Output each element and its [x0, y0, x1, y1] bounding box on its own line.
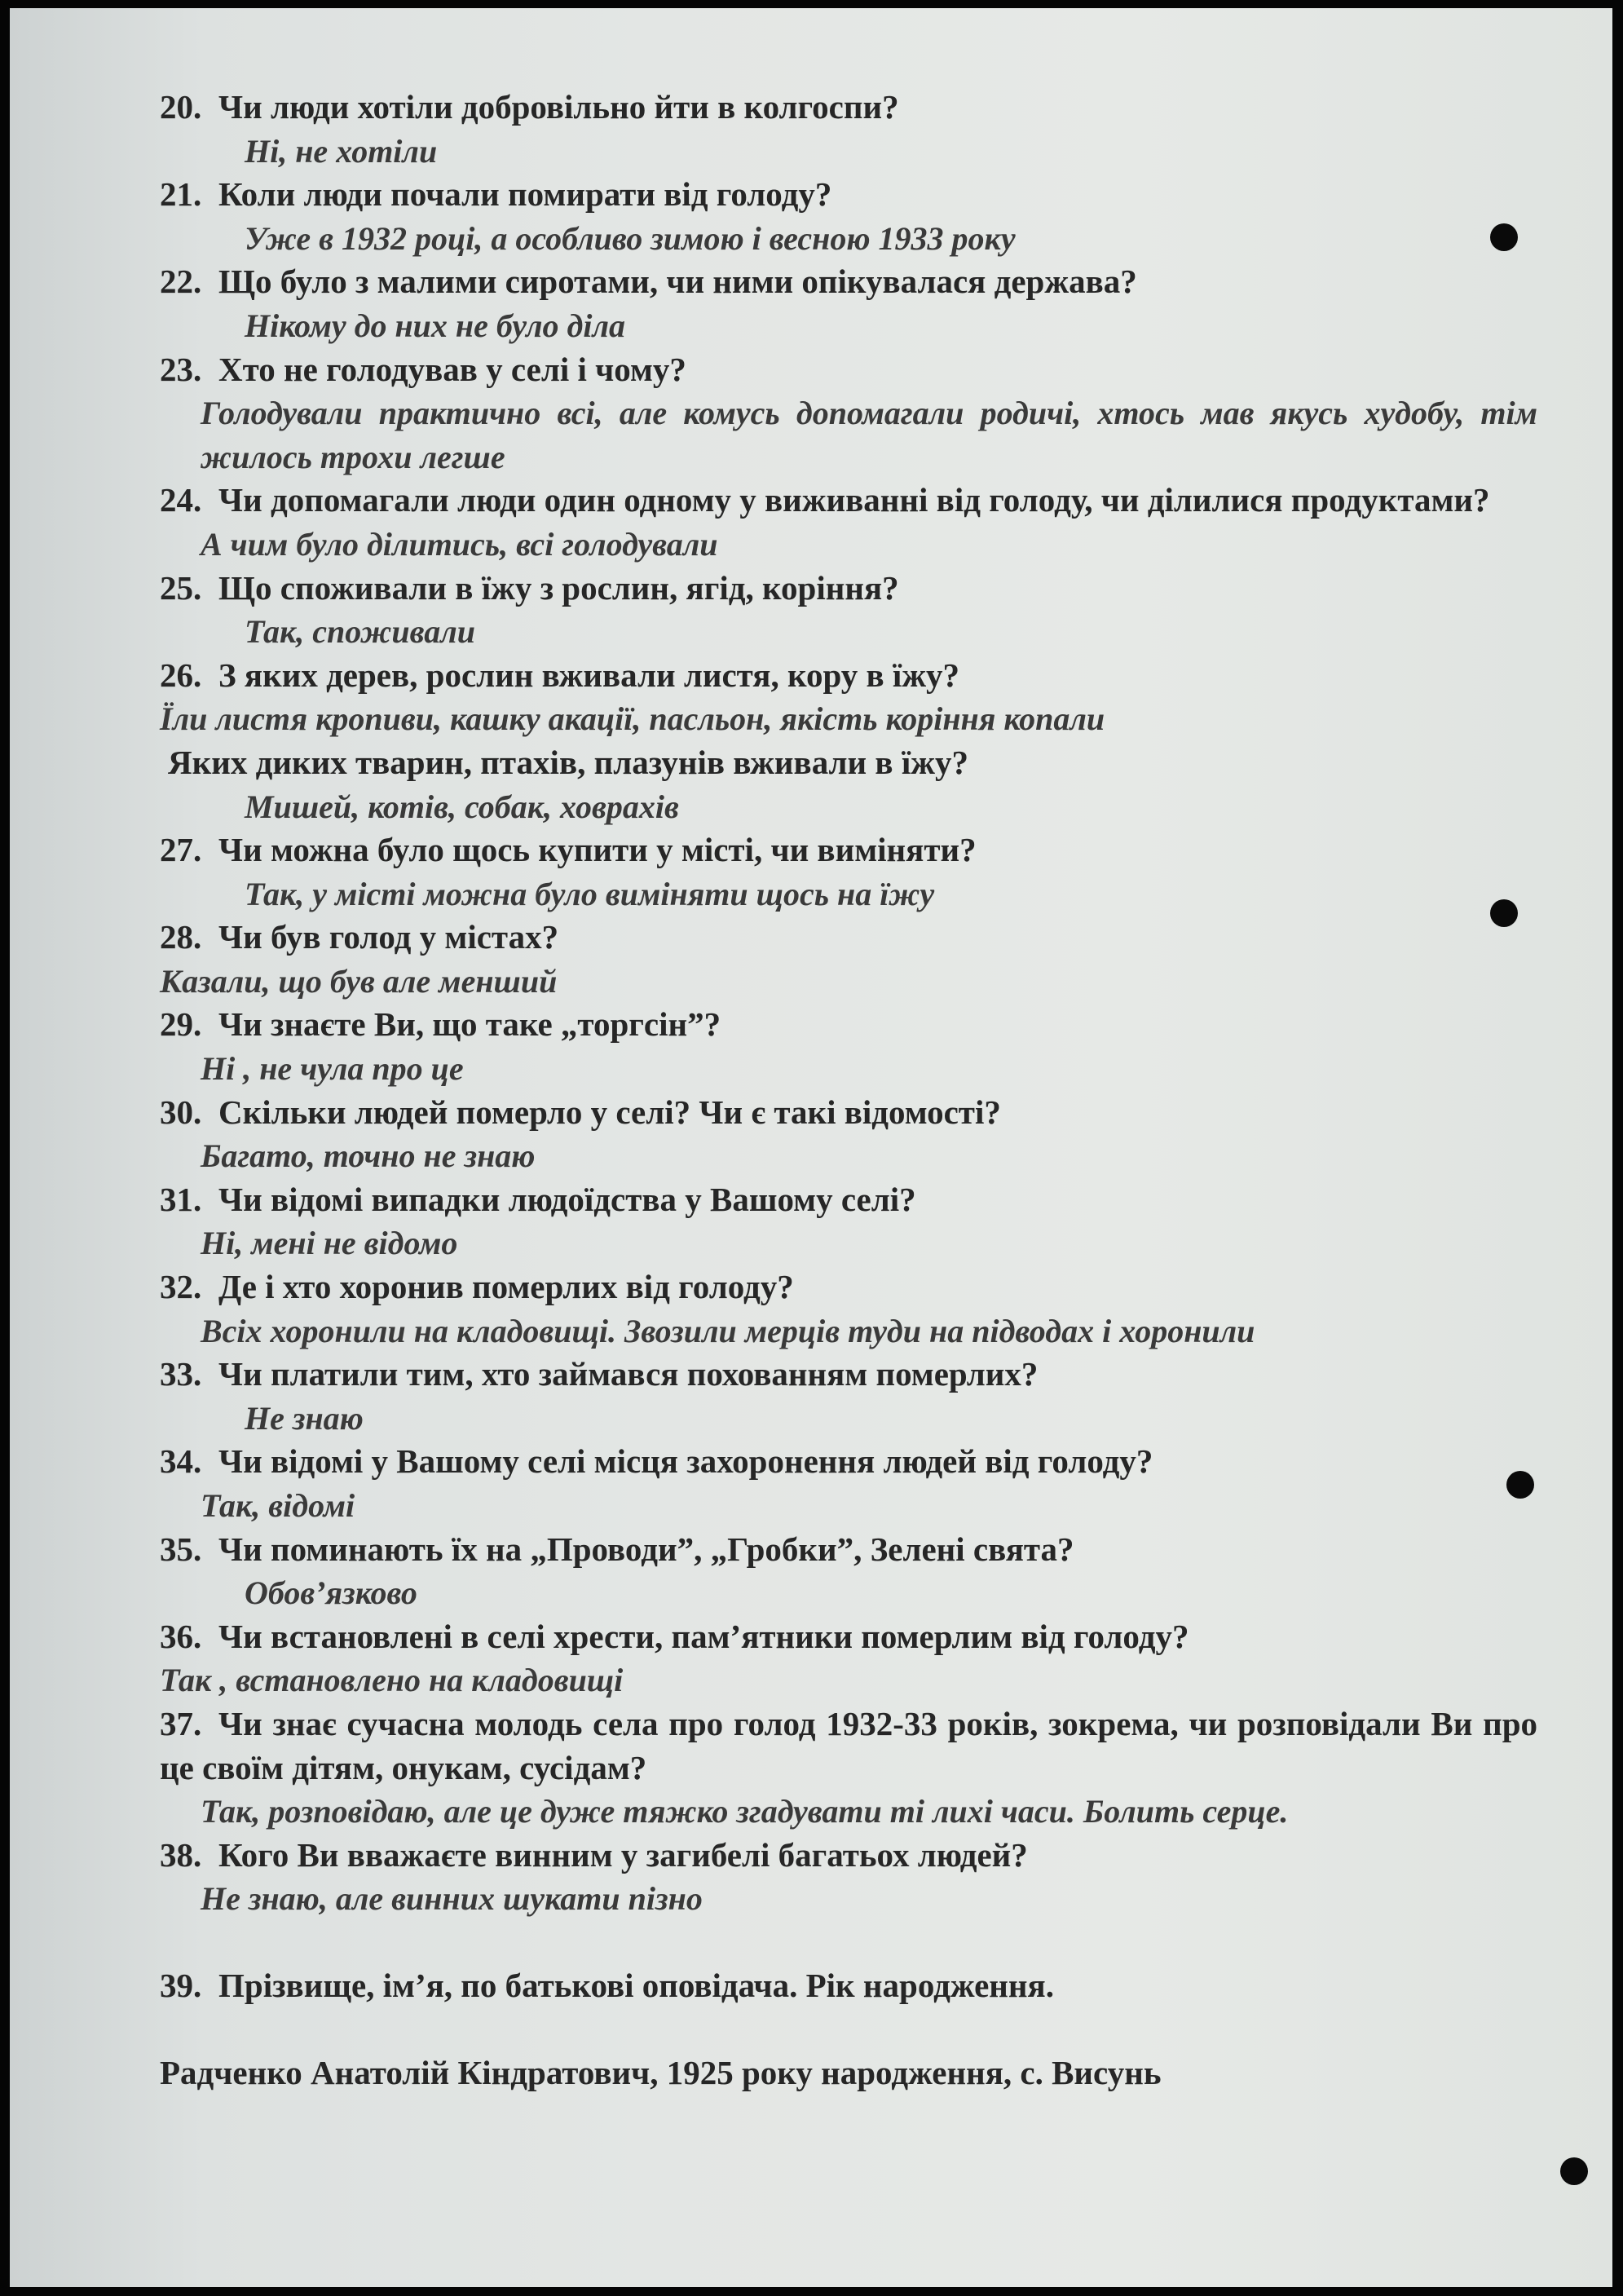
- answer-text: Так, у місті можна було виміняти щось на їжу: [245, 875, 935, 912]
- question: [160, 260, 1537, 304]
- answer-text: Казали, що був але менший: [160, 962, 558, 1000]
- question: [160, 1615, 1537, 1659]
- answer-text: Голодували практично всі, але комусь допомагали родичі, хтось мав якусь худобу, тім жилось трохи легше: [201, 395, 1537, 475]
- question-text: Де і хто хоронив померлих від голоду?: [218, 1268, 794, 1306]
- question: [160, 916, 1537, 960]
- question-number: 29.: [160, 1005, 202, 1044]
- question-text: Хто не голодував у селі і чому?: [218, 350, 686, 388]
- punch-hole: [1560, 2157, 1588, 2185]
- question-text: Чи платили тим, хто займався похованням померлих?: [218, 1355, 1039, 1393]
- question-list: [160, 86, 1537, 1921]
- answer-text: Багато, точно не знаю: [201, 1137, 536, 1175]
- answer-text: Так, споживали: [245, 613, 475, 651]
- question-number: 30.: [160, 1093, 202, 1131]
- answer-text: Їли листя кропиви, кашку акації, пасльон, якість коріння копали: [160, 700, 1105, 738]
- narrator-info: Радченко Анатолій Кіндратович, 1925 року народження, с. Висунь: [160, 2053, 1162, 2091]
- question: [160, 1528, 1537, 1572]
- answer-text: Ні, не хотіли: [245, 132, 438, 170]
- question-number: 20.: [160, 88, 202, 126]
- question: [160, 654, 1537, 698]
- question: [160, 1353, 1537, 1397]
- question-text: Що було з малими сиротами, чи ними опікувалася держава?: [218, 263, 1137, 301]
- answer-text: Не знаю, але винних шукати пізно: [201, 1880, 703, 1918]
- question: [160, 1834, 1537, 1878]
- question-number: 37.: [160, 1704, 202, 1742]
- question-number: 38.: [160, 1835, 202, 1874]
- question-number: 23.: [160, 350, 202, 388]
- question-number: 26.: [160, 656, 202, 694]
- question-text: Скільки людей померло у селі? Чи є такі відомості?: [218, 1093, 1001, 1131]
- answer-text: Ні , не чула про це: [201, 1050, 464, 1088]
- question-text: Чи встановлені в селі хрести, пам’ятники померлим від голоду?: [218, 1617, 1189, 1655]
- question-number: 36.: [160, 1617, 202, 1655]
- question-text: Коли люди почали помирати від голоду?: [218, 175, 832, 214]
- question-number: 32.: [160, 1268, 202, 1306]
- answer-text: Так, відомі: [201, 1487, 355, 1524]
- document-page: [10, 8, 1612, 2287]
- answer-text: Ні, мені не відомо: [201, 1225, 458, 1262]
- question: [160, 1702, 1537, 1790]
- question-text: Що споживали в їжу з рослин, ягід, коріння?: [218, 568, 899, 607]
- question: [160, 86, 1537, 130]
- question-number: 34.: [160, 1442, 202, 1481]
- question-text: Чи поминають їх на „Проводи”, „Гробки”, Зелені свята?: [218, 1530, 1074, 1568]
- answer-text: Так , встановлено на кладовищі: [160, 1662, 624, 1699]
- question: [160, 173, 1537, 217]
- question-text: Чи знає сучасна молодь села про голод 1932-33 років, зокрема, чи розповідали Ви про це своїм дітям, онукам, сусідам?: [160, 1704, 1537, 1786]
- question-number: 21.: [160, 175, 202, 214]
- question: [160, 1178, 1537, 1222]
- question-text: Яких диких тварин, птахів, плазунів вживали в їжу?: [168, 743, 968, 781]
- answer-text: Всіх хоронили на кладовищі. Звозили мерців туди на підводах і хоронили: [201, 1312, 1255, 1349]
- question: [160, 828, 1537, 872]
- question: [160, 1265, 1537, 1309]
- question: [160, 348, 1537, 392]
- answer-text: Обов’язково: [245, 1574, 417, 1612]
- answer-text: Уже в 1932 році, а особливо зимою і весною 1933 року: [245, 219, 1016, 257]
- question-number: 27.: [160, 831, 202, 869]
- question-text: Чи знаєте Ви, що таке „торгсін”?: [218, 1005, 721, 1044]
- question-text: Чи допомагали люди один одному у виживанні від голоду, чи ділилися продуктами?: [218, 481, 1490, 519]
- question: [160, 567, 1537, 611]
- question-text: Чи був голод у містах?: [218, 918, 559, 956]
- answer-text: Нікому до них не було діла: [245, 307, 625, 344]
- question-text: Чи відомі у Вашому селі місця захоронення людей від голоду?: [218, 1442, 1153, 1481]
- question-text: З яких дерев, рослин вживали листя, кору в їжу?: [218, 656, 960, 694]
- question: [160, 1091, 1537, 1135]
- question-text: Чи люди хотіли добровільно йти в колгоспи?: [218, 88, 899, 126]
- question: [160, 1440, 1537, 1484]
- question-number: 25.: [160, 568, 202, 607]
- question-text: Прізвище, ім’я, по батькові оповідача. Рік народження.: [218, 1966, 1054, 2004]
- question-39: [160, 1964, 1537, 2008]
- question-number: 28.: [160, 918, 202, 956]
- question-number: 33.: [160, 1355, 202, 1393]
- question-text: Кого Ви вважаєте винним у загибелі багатьох людей?: [218, 1835, 1028, 1874]
- question: [160, 741, 1537, 785]
- question-text: Чи відомі випадки людоїдства у Вашому селі?: [218, 1180, 916, 1218]
- questionnaire-text: [160, 86, 1537, 2095]
- question-number: 22.: [160, 263, 202, 301]
- answer-text: Так, розповідаю, але це дуже тяжко згадувати ті лихі часи. Болить серце.: [201, 1793, 1289, 1830]
- question: [160, 479, 1537, 523]
- question-text: Чи можна було щось купити у місті, чи виміняти?: [218, 831, 977, 869]
- question-number: 31.: [160, 1180, 202, 1218]
- question-number: 24.: [160, 481, 202, 519]
- question-number: 35.: [160, 1530, 202, 1568]
- question-number: 39.: [160, 1966, 202, 2004]
- answer-text: А чим було ділитись, всі голодували: [201, 525, 718, 563]
- answer-text: Мишей, котів, собак, ховрахів: [245, 788, 679, 825]
- question: [160, 1003, 1537, 1047]
- answer-text: Не знаю: [245, 1399, 364, 1437]
